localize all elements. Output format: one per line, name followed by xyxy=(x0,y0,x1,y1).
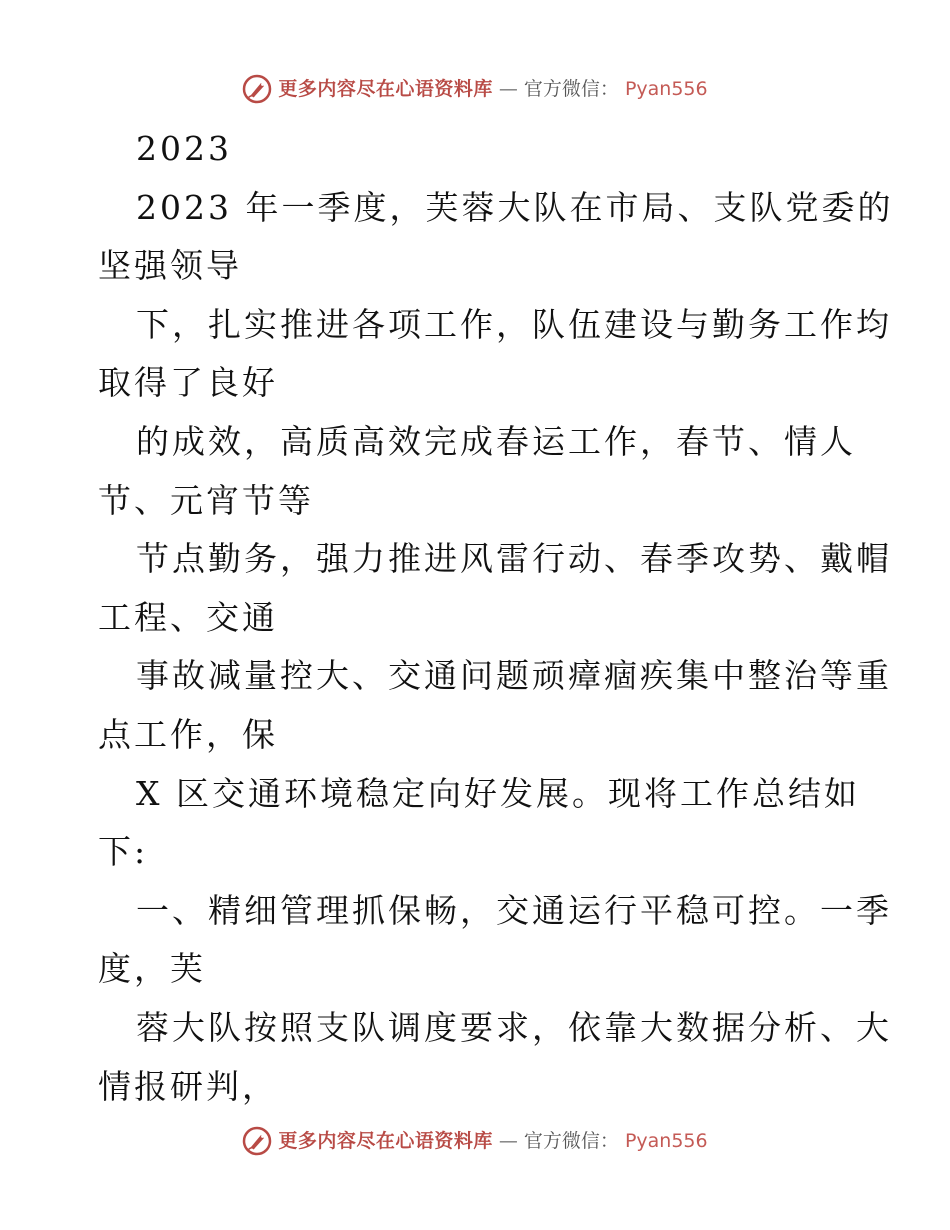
text-line: 一、精细管理抓保畅，交通运行平稳可控。一季 xyxy=(136,890,892,930)
text-line: 度，芙 xyxy=(98,949,206,989)
document-body xyxy=(98,120,894,1116)
watermark-wechat-id: Pyan556 xyxy=(624,78,708,100)
text-line: 节、元宵节等 xyxy=(98,480,314,520)
watermark-footer xyxy=(0,1126,950,1156)
text-line: X 区交通环境稳定向好发展。现将工作总结如 xyxy=(136,773,860,813)
pen-nib-logo-icon xyxy=(242,74,272,104)
watermark-official-label: 官方微信： xyxy=(523,1130,619,1152)
text-line: 下: xyxy=(98,832,149,872)
text-line: 坚强领导 xyxy=(98,246,242,286)
watermark-separator: — xyxy=(498,78,518,100)
watermark-separator: — xyxy=(498,1130,518,1152)
watermark-header xyxy=(0,74,950,104)
watermark-wechat-id: Pyan556 xyxy=(624,1130,708,1152)
text-line: 蓉大队按照支队调度要求，依靠大数据分析、大 xyxy=(136,1007,892,1047)
text-line: 的成效，高质高效完成春运工作，春节、情人 xyxy=(136,421,856,461)
watermark-official-label: 官方微信： xyxy=(523,78,619,100)
text-line: 节点勤务，强力推进风雷行动、春季攻势、戴帽 xyxy=(136,539,892,579)
watermark-brand: 更多内容尽在心语资料库 xyxy=(278,78,493,100)
text-line: 情报研判， xyxy=(98,1066,278,1106)
text-line: 2023 xyxy=(136,129,232,168)
text-line: 工程、交通 xyxy=(98,597,278,637)
text-line: 下，扎实推进各项工作，队伍建设与勤务工作均 xyxy=(136,304,892,344)
text-line: 2023 年一季度，芙蓉大队在市局、支队党委的 xyxy=(136,187,894,227)
watermark-brand: 更多内容尽在心语资料库 xyxy=(278,1130,493,1152)
text-line: 事故减量控大、交通问题顽瘴痼疾集中整治等重 xyxy=(136,656,892,696)
pen-nib-logo-icon xyxy=(242,1126,272,1156)
text-line: 取得了良好 xyxy=(98,363,278,403)
text-line: 点工作，保 xyxy=(98,714,278,754)
